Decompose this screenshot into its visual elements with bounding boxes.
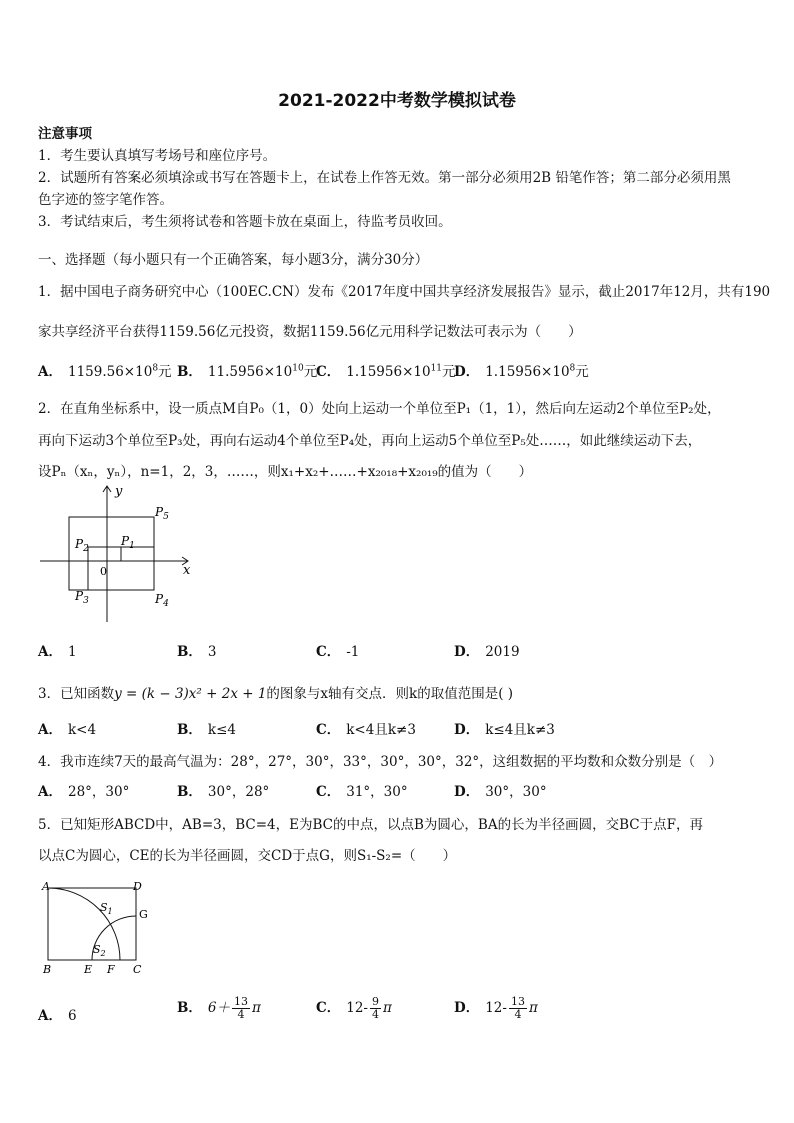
x-axis-label: x [183,563,191,578]
point-g: G [139,908,148,921]
rect-p5 [69,517,154,590]
question-1-line-2: 家共享经济平台获得1159.56亿元投资，数据1159.56亿元用科学记数法可表示为（ ） [38,324,582,340]
option-label: D． [454,364,480,380]
option-exponent: 8 [152,363,159,374]
option-label: D． [454,722,480,738]
option-prefix: 12- [485,1000,507,1016]
option-label: A． [38,784,62,800]
option-text: 1 [67,644,77,660]
question-5-option-b [177,996,261,1021]
notice-item: 2．试题所有答案必须填涂或书写在答题卡上，在试卷上作答无效。第一部分必须用2B 铅笔作答；第二部分必须用黑 [38,170,731,186]
option-unit: 元 [575,364,589,380]
question-5-option-a [38,1004,77,1024]
question-1-option-c [316,360,456,380]
fraction-denominator: 4 [372,1008,379,1021]
fraction-numerator: 13 [234,995,249,1008]
point-label-p4: $P_4$ [155,592,169,609]
question-2-line-1: 2．在直角坐标系中，设一质点M自P₀（1，0）处向上运动一个单位至P₁（1，1），然后向左运动2个单位至P₂处， [38,401,721,417]
vertex-b: B [43,963,52,976]
fraction-denominator: 4 [237,1008,245,1021]
question-5-option-d [454,996,538,1021]
option-text: 31°，30° [346,784,408,800]
option-label: A． [38,364,62,380]
question-4-option-a [38,780,129,800]
vertex-d: D [133,880,142,893]
option-unit: 元 [158,364,172,380]
option-text: 6 [67,1008,77,1024]
question-3-option-a [38,718,96,738]
question-2-option-c [316,640,359,660]
question-4-line-1: 4．我市连续7天的最高气温为：28°，27°，30°，33°，30°，30°，32°，这组数据的平均数和众数分别是（ ） [38,754,723,770]
option-base: 1159.56×10 [67,364,153,380]
fraction [370,996,381,1021]
question-4-option-b [177,780,269,800]
rect-p1-p2 [88,547,121,561]
question-2-option-d [454,640,520,660]
point-f: F [107,963,115,976]
question-1-option-a [38,360,172,380]
question-2-line-2: 再向下运动3个单位至P₃处，再向右运动4个单位至P₄处，再向上运动5个单位至P₅处……，如此继续运动下去， [38,433,702,449]
option-label: D． [454,644,480,660]
option-prefix: 6＋ [207,1000,231,1016]
point-e: E [84,963,93,976]
fraction [509,996,527,1021]
question-3-option-c [316,718,416,738]
notice-item: 色字迹的签字笔作答。 [38,192,173,208]
notice-heading: 注意事项 [38,126,92,142]
option-suffix: π [383,1000,392,1016]
option-exponent: 11 [430,363,443,374]
question-2-figure [38,482,198,624]
section-heading: 一、选择题（每小题只有一个正确答案，每小题3分，满分30分） [38,252,429,268]
option-label: C． [316,1000,341,1016]
question-5-line-2: 以点C为圆心，CE的长为半径画圆，交CD于点G，则S₁-S₂=（ ） [38,848,457,864]
question-1-option-b [177,360,317,380]
option-text: 30°，28° [207,784,270,800]
option-label: D． [454,1000,480,1016]
notice-item: 1．考生要认真填写考场号和座位序号。 [38,148,277,164]
vertex-c: C [133,963,142,976]
option-label: D． [454,784,480,800]
option-unit: 元 [303,364,318,380]
vertex-a: A [42,880,50,893]
rectangle-abcd [48,888,136,960]
fraction-numerator: 9 [372,995,379,1008]
question-3-suffix: 的图象与x轴有交点．则k的取值范围是( ) [266,686,514,702]
option-unit: 元 [442,364,456,380]
option-text: 30°，30° [485,784,547,800]
option-label: B． [177,644,202,660]
option-label: B． [177,1000,202,1016]
option-base: 11.5956×10 [207,364,293,380]
option-label: B． [177,784,202,800]
option-label: C． [316,644,341,660]
question-4-option-d [454,780,547,800]
question-3-option-b [177,718,236,738]
option-suffix: π [528,1000,538,1016]
option-suffix: π [252,1000,261,1016]
option-text: k<4且k≠3 [346,722,416,738]
option-text: 3 [207,644,217,660]
fraction-numerator: 13 [510,995,525,1008]
option-label: A． [38,1008,62,1024]
notice-item: 3．考试结束后，考生须将试卷和答题卡放在桌面上，待监考员收回。 [38,214,452,230]
option-label: C． [316,364,341,380]
question-2-line-3: 设Pₙ（xₙ，yₙ），n=1，2，3，……，则x₁+x₂+……+x₂₀₁₈+x₂₀₁₉的值为（ ） [38,464,533,480]
option-text: 28°，30° [67,784,130,800]
page-title: 2021-2022中考数学模拟试卷 [278,91,516,111]
option-label: A． [38,722,62,738]
question-3-formula: y = (k − 3)x² + 2x + 1 [114,686,267,702]
option-label: B． [177,364,202,380]
point-label-p2: $P_2$ [75,537,89,554]
question-5-figure [38,878,158,976]
option-label: C． [316,784,341,800]
origin-label: 0 [100,565,107,578]
question-2-option-a [38,640,77,660]
question-3-line-1 [38,682,513,702]
option-exponent: 8 [569,363,576,374]
y-axis-label: y [115,484,123,499]
point-label-p1: $P_1$ [121,534,135,551]
option-exponent: 10 [292,363,304,374]
point-label-p3: $P_3$ [75,589,89,606]
option-base: 1.15956×10 [485,364,570,380]
option-text: k≤4 [207,722,237,738]
arc-centered-b [48,888,120,960]
region-s1: $S_1$ [100,901,113,916]
option-text: 2019 [485,644,520,660]
option-prefix: 12- [346,1000,368,1016]
option-text: k<4 [67,722,97,738]
option-text: -1 [346,644,360,660]
question-5-line-1: 5．已知矩形ABCD中，AB=3，BC=4，E为BC的中点，以点B为圆心，BA的长为半径画圆，交BC于点F，再 [38,817,703,833]
option-label: C． [316,722,341,738]
option-text: k≤4且k≠3 [485,722,555,738]
option-base: 1.15956×10 [346,364,431,380]
region-s2: $S_2$ [93,943,106,958]
option-label: A． [38,644,62,660]
fraction [232,996,250,1021]
question-4-option-c [316,780,408,800]
question-1-line-1: 1．据中国电子商务研究中心（100EC.CN）发布《2017年度中国共享经济发展报告》显示，截止2017年12月，共有190 [38,284,771,300]
question-3-prefix: 3．已知函数 [38,686,115,702]
question-3-option-d [454,718,555,738]
point-label-p5: $P_5$ [155,505,169,522]
fraction-denominator: 4 [514,1008,522,1021]
question-1-option-d [454,360,589,380]
question-5-option-c [316,996,392,1021]
option-label: B． [177,722,202,738]
question-2-option-b [177,640,217,660]
